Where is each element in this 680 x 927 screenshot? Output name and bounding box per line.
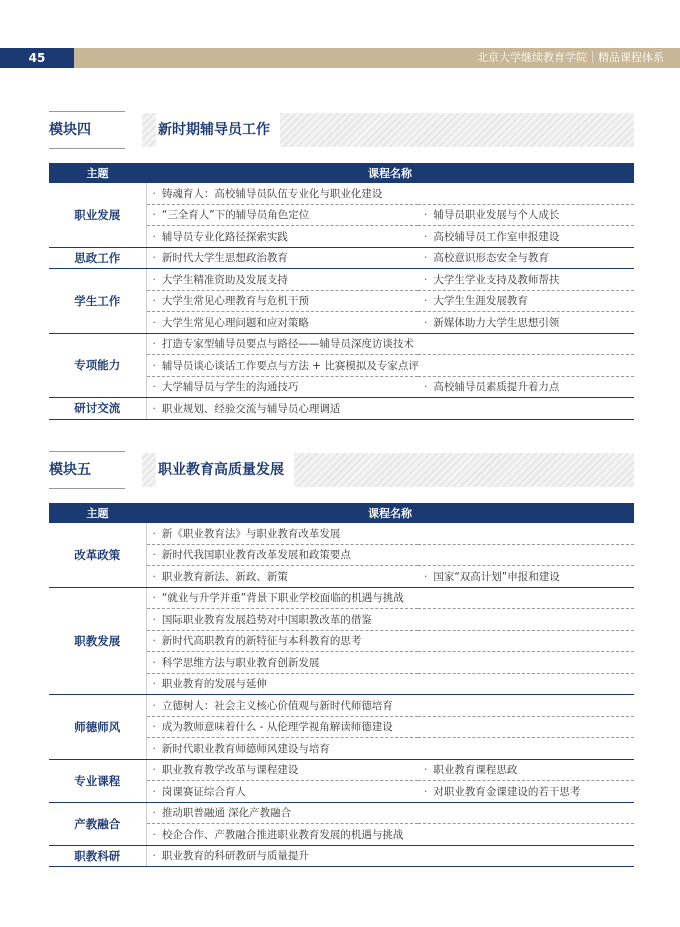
column-header-course: 课程名称 (146, 503, 634, 523)
course-name: 大学辅导员与学生的沟通技巧 (161, 381, 299, 394)
column-header-course: 课程名称 (146, 163, 634, 183)
course-cell (146, 824, 634, 846)
course-cell (146, 652, 634, 674)
column-header-topic: 主题 (49, 503, 146, 523)
course-name: 新时代我国职业教育改革发展和政策要点 (161, 549, 351, 562)
table-row (49, 269, 634, 291)
bullet-icon: · (152, 678, 156, 691)
course-name: “三全育人”下的辅导员角色定位 (161, 209, 310, 222)
divider (49, 488, 125, 489)
course-name: 校企合作、产教融合推进职业教育发展的机遇与挑战 (161, 828, 404, 841)
bullet-icon: · (424, 316, 428, 329)
bullet-icon: · (152, 828, 156, 841)
topic-cell: 改革政策 (49, 523, 146, 587)
bullet-icon: · (152, 699, 156, 712)
topic-cell: 专项能力 (49, 333, 146, 398)
course-name: 辅导员职业发展与个人成长 (433, 209, 560, 222)
bullet-icon: · (424, 252, 428, 265)
bullet-icon: · (152, 785, 156, 798)
bullet-icon: · (152, 252, 156, 265)
table-row (49, 759, 634, 781)
topic-cell: 学生工作 (49, 269, 146, 334)
bullet-icon: · (152, 316, 156, 329)
bullet-icon: · (424, 570, 428, 583)
course-cell (146, 398, 634, 420)
course-cell (146, 247, 418, 269)
topic-cell: 产教融合 (49, 802, 146, 845)
course-name: 辅导员谈心谈话工作要点与方法 + 比赛模拟及专家点评 (161, 359, 419, 372)
course-cell (146, 716, 634, 738)
table-row (49, 845, 634, 867)
bullet-icon: · (152, 635, 156, 648)
module-5-title-box (142, 453, 634, 487)
module-5-title: 职业教育高质量发展 (156, 453, 294, 487)
topic-cell: 职教发展 (49, 587, 146, 695)
table-row (49, 523, 634, 544)
topic-cell: 师德师风 (49, 695, 146, 760)
course-name: 高校辅导员工作室申报建设 (433, 230, 560, 243)
header-institution: 北京大学继续教育学院｜精品课程体系 (74, 48, 680, 68)
course-cell (146, 566, 418, 588)
course-name: “就业与升学并重”背景下职业学校面临的机遇与挑战 (161, 592, 404, 605)
course-cell (146, 738, 634, 760)
course-cell (418, 781, 634, 803)
topic-cell: 研讨交流 (49, 398, 146, 420)
bullet-icon: · (152, 209, 156, 222)
bullet-icon: · (152, 613, 156, 626)
bullet-icon: · (152, 359, 156, 372)
table-row (49, 587, 634, 609)
course-cell (418, 290, 634, 312)
course-cell (146, 269, 418, 291)
course-name: 国家“双高计划”申报和建设 (433, 570, 560, 583)
course-cell (418, 312, 634, 334)
topic-cell: 职业发展 (49, 183, 146, 247)
course-name: 推动职普融通 深化产教融合 (161, 807, 292, 820)
course-cell (146, 609, 634, 631)
bullet-icon: · (424, 209, 428, 222)
topic-cell: 专业课程 (49, 759, 146, 802)
bullet-icon: · (152, 402, 156, 415)
course-cell (146, 587, 634, 609)
bullet-icon: · (424, 785, 428, 798)
module-5-heading (49, 451, 634, 489)
course-name: 职业教育新法、新政、新策 (161, 570, 288, 583)
table-row (49, 802, 634, 824)
module-5-course-table (49, 503, 634, 867)
course-cell (146, 695, 634, 717)
course-cell (418, 204, 634, 226)
course-name: 立德树人：社会主义核心价值观与新时代师德培育 (161, 699, 393, 712)
course-name: 大学生精准资助及发展支持 (161, 273, 288, 286)
module-4-course-table (49, 163, 634, 420)
bullet-icon: · (152, 570, 156, 583)
bullet-icon: · (152, 656, 156, 669)
course-name: 成为教师意味着什么 - 从伦理学视角解读师德建设 (161, 721, 393, 734)
course-cell (418, 247, 634, 269)
course-name: 打造专家型辅导员要点与路径——辅导员深度访谈技术 (161, 338, 414, 351)
course-cell (146, 333, 634, 355)
course-name: 大学生生涯发展教育 (433, 295, 528, 308)
module-4-title-box (142, 113, 634, 147)
course-name: 新媒体助力大学生思想引领 (433, 316, 560, 329)
course-name: 新时代职业教育师德师风建设与培育 (161, 742, 330, 755)
bullet-icon: · (152, 338, 156, 351)
course-cell (146, 312, 418, 334)
course-name: 新时代大学生思想政治教育 (161, 252, 288, 265)
course-name: 职业教育教学改革与课程建设 (161, 764, 299, 777)
module-4-label: 模块四 (49, 122, 91, 138)
page-number: 45 (0, 48, 74, 68)
course-name: 新《职业教育法》与职业教育改革发展 (161, 527, 341, 540)
course-cell (418, 376, 634, 398)
module-4-heading (49, 111, 634, 149)
bullet-icon: · (152, 807, 156, 820)
course-name: 高校辅导员素质提升着力点 (433, 381, 560, 394)
course-name: 国际职业教育发展趋势对中国职教改革的借鉴 (161, 613, 372, 626)
bullet-icon: · (424, 295, 428, 308)
topic-cell: 职教科研 (49, 845, 146, 867)
divider (49, 148, 125, 149)
course-cell (146, 630, 634, 652)
course-cell (146, 845, 634, 867)
bullet-icon: · (152, 850, 156, 863)
course-cell (146, 183, 634, 204)
bullet-icon: · (152, 742, 156, 755)
course-cell (146, 355, 634, 377)
bullet-icon: · (152, 273, 156, 286)
course-name: 职业教育的发展与延伸 (161, 678, 267, 691)
table-row (49, 695, 634, 717)
bullet-icon: · (152, 592, 156, 605)
course-cell (146, 759, 418, 781)
course-cell (146, 226, 418, 248)
bullet-icon: · (424, 381, 428, 394)
course-name: 岗课赛证综合育人 (161, 785, 246, 798)
course-name: 高校意识形态安全与教育 (433, 252, 549, 265)
bullet-icon: · (152, 295, 156, 308)
course-cell (418, 269, 634, 291)
table-row (49, 183, 634, 204)
bullet-icon: · (152, 381, 156, 394)
course-name: 大学生常见心理教育与危机干预 (161, 295, 309, 308)
course-name: 对职业教育金课建设的若干思考 (433, 785, 581, 798)
bullet-icon: · (152, 764, 156, 777)
course-name: 新时代高职教育的新特征与本科教育的思考 (161, 635, 362, 648)
bullet-icon: · (152, 230, 156, 243)
bullet-icon: · (424, 230, 428, 243)
course-cell (418, 759, 634, 781)
course-cell (418, 566, 634, 588)
course-cell (146, 802, 634, 824)
column-header-topic: 主题 (49, 163, 146, 183)
course-name: 大学生常见心理问题和应对策略 (161, 316, 309, 329)
course-cell (146, 781, 418, 803)
course-cell (146, 204, 418, 226)
bullet-icon: · (152, 549, 156, 562)
course-cell (146, 376, 418, 398)
course-name: 铸魂育人：高校辅导员队伍专业化与职业化建设 (161, 187, 383, 200)
header-band (0, 48, 680, 68)
table-row (49, 398, 634, 420)
course-name: 职业教育的科研教研与质量提升 (161, 850, 309, 863)
bullet-icon: · (424, 273, 428, 286)
course-cell (146, 544, 634, 566)
bullet-icon: · (424, 764, 428, 777)
course-name: 科学思维方法与职业教育创新发展 (161, 656, 320, 669)
course-cell (146, 673, 634, 695)
course-cell (146, 523, 634, 544)
topic-cell: 思政工作 (49, 247, 146, 269)
course-name: 职业规划、经验交流与辅导员心理调适 (161, 402, 341, 415)
module-5-label: 模块五 (49, 462, 91, 478)
course-cell (418, 226, 634, 248)
course-name: 辅导员专业化路径探索实践 (161, 230, 288, 243)
course-name: 职业教育课程思政 (433, 764, 518, 777)
course-cell (146, 290, 418, 312)
bullet-icon: · (152, 187, 156, 200)
course-name: 大学生学业支持及教师帮扶 (433, 273, 560, 286)
table-row (49, 247, 634, 269)
table-row (49, 333, 634, 355)
module-4-title: 新时期辅导员工作 (156, 113, 280, 147)
bullet-icon: · (152, 527, 156, 540)
bullet-icon: · (152, 721, 156, 734)
